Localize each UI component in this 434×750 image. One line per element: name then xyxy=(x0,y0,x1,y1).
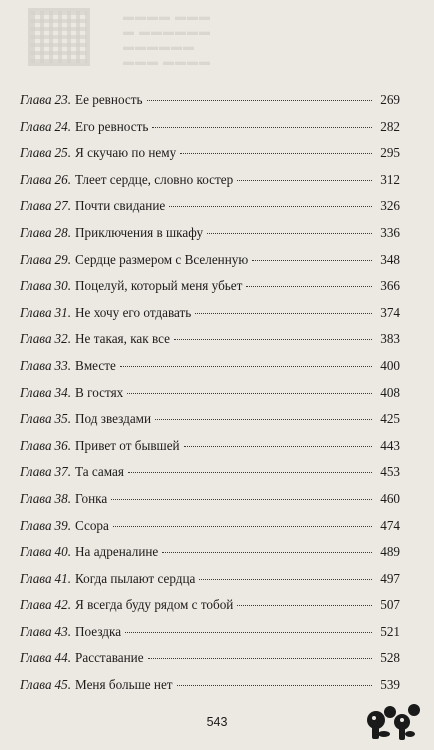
toc-entry xyxy=(20,571,400,598)
chapter-number: 33. xyxy=(54,357,72,373)
chapter-label: Глава xyxy=(20,118,52,134)
chapter-label: Глава xyxy=(20,490,52,506)
chapter-number: 34. xyxy=(54,384,72,400)
dot-leader xyxy=(147,100,372,101)
chapter-number: 45. xyxy=(54,677,72,693)
chapter-title: Под звездами xyxy=(75,411,152,427)
toc-entry xyxy=(20,145,400,172)
dot-leader xyxy=(207,233,372,234)
dot-leader xyxy=(184,446,372,447)
chapter-page: 443 xyxy=(380,437,400,453)
dot-leader xyxy=(152,127,372,128)
toc-entry xyxy=(20,172,400,199)
chapter-title: Я скучаю по нему xyxy=(75,145,177,161)
dot-leader xyxy=(125,632,372,633)
chapter-page: 528 xyxy=(380,650,400,666)
chapter-label: Глава xyxy=(20,171,52,187)
page-number: 543 xyxy=(206,715,228,729)
chapter-page: 453 xyxy=(380,464,400,480)
chapter-label: Глава xyxy=(20,411,52,427)
chapter-label: Глава xyxy=(20,570,52,586)
toc-entry xyxy=(20,491,400,518)
dot-leader xyxy=(199,579,372,580)
toc-entry xyxy=(20,252,400,279)
chapter-page: 460 xyxy=(380,490,400,506)
chapter-number: 37. xyxy=(54,464,72,480)
toc-entry xyxy=(20,92,400,119)
chapter-number: 32. xyxy=(54,331,72,347)
toc-entry xyxy=(20,411,400,438)
chapter-number: 44. xyxy=(54,650,72,666)
chapter-title: Та самая xyxy=(75,464,124,480)
chapter-title: Вместе xyxy=(75,357,116,373)
chapter-label: Глава xyxy=(20,677,52,693)
chapter-title: Когда пылают сердца xyxy=(75,570,196,586)
chapter-label: Глава xyxy=(20,597,52,613)
chapter-number: 41. xyxy=(54,570,72,586)
toc-entry xyxy=(20,358,400,385)
chapter-number: 36. xyxy=(54,437,72,453)
chapter-title: Приключения в шкафу xyxy=(75,224,204,240)
dot-leader xyxy=(128,472,372,473)
chapter-title: Привет от бывшей xyxy=(75,437,180,453)
dot-leader xyxy=(180,153,372,154)
bleed-through-area xyxy=(28,8,288,70)
toc-entry xyxy=(20,518,400,545)
chapter-number: 42. xyxy=(54,597,72,613)
chapter-number: 30. xyxy=(54,278,72,294)
chapter-page: 521 xyxy=(380,623,400,639)
decorative-figures-icon xyxy=(362,694,426,742)
dot-leader xyxy=(237,605,372,606)
chapter-label: Глава xyxy=(20,464,52,480)
chapter-number: 40. xyxy=(54,544,72,560)
chapter-label: Глава xyxy=(20,357,52,373)
chapter-title: Расставание xyxy=(75,650,144,666)
toc-entry xyxy=(20,198,400,225)
chapter-label: Глава xyxy=(20,251,52,267)
toc-entry xyxy=(20,225,400,252)
qr-code-icon xyxy=(28,8,90,66)
dot-leader xyxy=(148,658,372,659)
toc-entry xyxy=(20,331,400,358)
chapter-title: Гонка xyxy=(75,490,108,506)
toc-entry xyxy=(20,438,400,465)
chapter-label: Глава xyxy=(20,304,52,320)
chapter-page: 408 xyxy=(380,384,400,400)
chapter-label: Глава xyxy=(20,384,52,400)
toc-entry xyxy=(20,119,400,146)
dot-leader xyxy=(246,286,372,287)
chapter-title: Я всегда буду рядом с тобой xyxy=(75,597,234,613)
chapter-page: 507 xyxy=(380,597,400,613)
chapter-title: Меня больше нет xyxy=(75,677,173,693)
chapter-title: Поцелуй, который меня убьет xyxy=(75,278,243,294)
chapter-label: Глава xyxy=(20,92,52,107)
chapter-page: 400 xyxy=(380,357,400,373)
chapter-label: Глава xyxy=(20,437,52,453)
chapter-page: 425 xyxy=(380,411,400,427)
chapter-number: 28. xyxy=(54,224,72,240)
chapter-title: Ссора xyxy=(75,517,109,533)
chapter-page: 474 xyxy=(380,517,400,533)
dot-leader xyxy=(252,260,372,261)
chapter-title: Не такая, как все xyxy=(75,331,170,347)
bleed-through-text: ▬▬▬▬ ▬▬▬ ▬ ▬▬▬▬▬▬ ▬▬▬▬▬▬ ▬▬▬ ▬▬▬▬ xyxy=(123,11,212,68)
chapter-page: 383 xyxy=(380,331,400,347)
chapter-page: 348 xyxy=(380,251,400,267)
chapter-label: Глава xyxy=(20,224,52,240)
chapter-label: Глава xyxy=(20,331,52,347)
toc-entry xyxy=(20,464,400,491)
chapter-number: 35. xyxy=(54,411,72,427)
chapter-title: В гостях xyxy=(75,384,124,400)
chapter-number: 31. xyxy=(54,304,72,320)
toc-entry xyxy=(20,650,400,677)
chapter-number: 24. xyxy=(54,118,72,134)
chapter-label: Глава xyxy=(20,145,52,161)
chapter-title: Не хочу его отдавать xyxy=(75,304,192,320)
dot-leader xyxy=(237,180,372,181)
chapter-title: Тлеет сердце, словно костер xyxy=(75,171,234,187)
chapter-number: 39. xyxy=(54,517,72,533)
chapter-label: Глава xyxy=(20,278,52,294)
chapter-page: 312 xyxy=(380,171,400,187)
dot-leader xyxy=(195,313,372,314)
chapter-title: Ее ревность xyxy=(75,92,143,107)
chapter-title: Поездка xyxy=(75,623,122,639)
chapter-number: 29. xyxy=(54,251,72,267)
table-of-contents xyxy=(20,92,400,704)
chapter-number: 27. xyxy=(54,198,72,214)
toc-entry xyxy=(20,544,400,571)
dot-leader xyxy=(111,499,372,500)
chapter-page: 326 xyxy=(380,198,400,214)
toc-entry xyxy=(20,305,400,332)
toc-entry xyxy=(20,278,400,305)
chapter-label: Глава xyxy=(20,544,52,560)
toc-entry xyxy=(20,597,400,624)
chapter-number: 25. xyxy=(54,145,72,161)
chapter-page: 497 xyxy=(380,570,400,586)
dot-leader xyxy=(113,526,372,527)
chapter-page: 366 xyxy=(380,278,400,294)
chapter-label: Глава xyxy=(20,623,52,639)
chapter-number: 43. xyxy=(54,623,72,639)
dot-leader xyxy=(155,419,372,420)
chapter-page: 336 xyxy=(380,224,400,240)
chapter-page: 269 xyxy=(380,92,400,107)
toc-entry xyxy=(20,624,400,651)
chapter-title: Сердце размером с Вселенную xyxy=(75,251,249,267)
chapter-page: 489 xyxy=(380,544,400,560)
chapter-title: Почти свидание xyxy=(75,198,166,214)
dot-leader xyxy=(162,552,372,553)
dot-leader xyxy=(177,685,372,686)
chapter-title: На адреналине xyxy=(75,544,159,560)
dot-leader xyxy=(174,339,372,340)
chapter-title: Его ревность xyxy=(75,118,149,134)
chapter-label: Глава xyxy=(20,650,52,666)
chapter-page: 282 xyxy=(380,118,400,134)
toc-entry xyxy=(20,677,400,704)
chapter-page: 539 xyxy=(380,677,400,693)
dot-leader xyxy=(127,393,372,394)
chapter-label: Глава xyxy=(20,517,52,533)
dot-leader xyxy=(120,366,372,367)
chapter-number: 23. xyxy=(54,92,72,107)
dot-leader xyxy=(169,206,372,207)
chapter-page: 295 xyxy=(380,145,400,161)
chapter-number: 38. xyxy=(54,490,72,506)
chapter-page: 374 xyxy=(380,304,400,320)
toc-entry xyxy=(20,385,400,412)
chapter-number: 26. xyxy=(54,171,72,187)
chapter-label: Глава xyxy=(20,198,52,214)
